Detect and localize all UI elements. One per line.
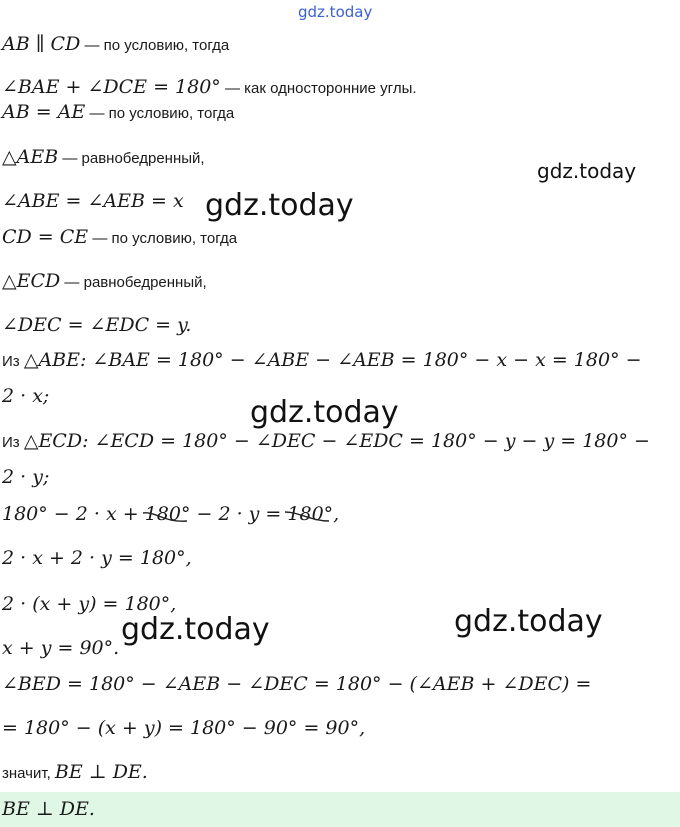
watermark-2: gdz.today <box>205 188 354 223</box>
line-9-text: Из <box>2 353 24 370</box>
line-4-math: △AEB <box>2 146 59 168</box>
line-18 <box>2 719 365 738</box>
line-10 <box>2 387 49 406</box>
line-8-math: ∠DEC = ∠EDC = y. <box>2 314 192 336</box>
line-15-math: 2 · (x + y) = 180°, <box>2 593 177 615</box>
line-4 <box>2 148 205 167</box>
line-4-text: — равнобедренный, <box>58 150 205 167</box>
line-19 <box>2 763 148 782</box>
line-12-math: 2 · y; <box>2 466 50 488</box>
line-13-crossed-term-2 <box>287 505 333 524</box>
line-1-text: — по условию, тогда <box>80 37 230 54</box>
line-9 <box>2 351 642 370</box>
line-11 <box>2 432 650 451</box>
line-7-text: — равнобедренный, <box>60 274 207 291</box>
line-6-text: — по условию, тогда <box>88 230 238 247</box>
line-13-part-c: − 2 · y = <box>190 503 288 525</box>
line-17 <box>2 675 591 694</box>
line-9-math: △ABE: ∠BAE = 180° − ∠ABE − ∠AEB = 180° − x − x = 180° − <box>23 349 642 371</box>
line-6 <box>2 228 237 247</box>
strike-mark-2 <box>285 509 329 525</box>
watermark-5: gdz.today <box>121 612 270 647</box>
line-13 <box>2 505 339 524</box>
line-11-math: △ECD: ∠ECD = 180° − ∠DEC − ∠EDC = 180° − y − y = 180° − <box>23 430 650 452</box>
watermark-4: gdz.today <box>454 604 603 639</box>
line-13-crossed-term-1 <box>145 505 191 524</box>
line-16 <box>2 639 119 658</box>
answer-box <box>0 792 680 827</box>
line-7 <box>2 272 207 291</box>
line-16-math: x + y = 90°. <box>2 637 120 659</box>
line-1 <box>2 35 229 54</box>
line-17-math: ∠BED = 180° − ∠AEB − ∠DEC = 180° − (∠AEB + ∠DEC) = <box>2 673 592 695</box>
line-13-part-a: 180° − 2 · x + <box>2 503 145 525</box>
line-19-math: BE ⊥ DE. <box>54 761 148 783</box>
line-14-math: 2 · x + 2 · y = 180°, <box>2 547 192 569</box>
line-3-math: AB = AE <box>2 101 86 123</box>
line-8 <box>2 316 191 335</box>
line-5-math: ∠ABE = ∠AEB = x <box>2 190 184 212</box>
line-2 <box>2 78 417 97</box>
line-14 <box>2 549 192 568</box>
strike-mark-1 <box>143 509 187 525</box>
line-1-math: AB ∥ CD <box>2 33 81 55</box>
line-6-math: CD = CE <box>2 226 89 248</box>
line-13-part-e: , <box>333 503 340 525</box>
line-19-text: значит, <box>2 765 55 782</box>
line-2-text: — как односторонние углы. <box>220 80 417 97</box>
line-3-text: — по условию, тогда <box>85 105 235 122</box>
watermark-1: gdz.today <box>537 159 637 183</box>
line-5 <box>2 192 184 211</box>
watermark-3: gdz.today <box>250 395 399 430</box>
line-12 <box>2 468 49 487</box>
line-11-text: Из <box>2 434 24 451</box>
crossed-term-1-text: 180° <box>144 503 191 525</box>
line-3 <box>2 103 234 122</box>
watermark-top: gdz.today <box>298 3 373 21</box>
crossed-term-2-text: 180° <box>287 503 334 525</box>
line-18-math: = 180° − (x + y) = 180° − 90° = 90°, <box>2 717 366 739</box>
line-10-math: 2 · x; <box>2 385 50 407</box>
line-2-math: ∠BAE + ∠DCE = 180° <box>2 76 221 98</box>
answer-text: BE ⊥ DE. <box>2 798 95 820</box>
line-7-math: △ECD <box>2 270 61 292</box>
